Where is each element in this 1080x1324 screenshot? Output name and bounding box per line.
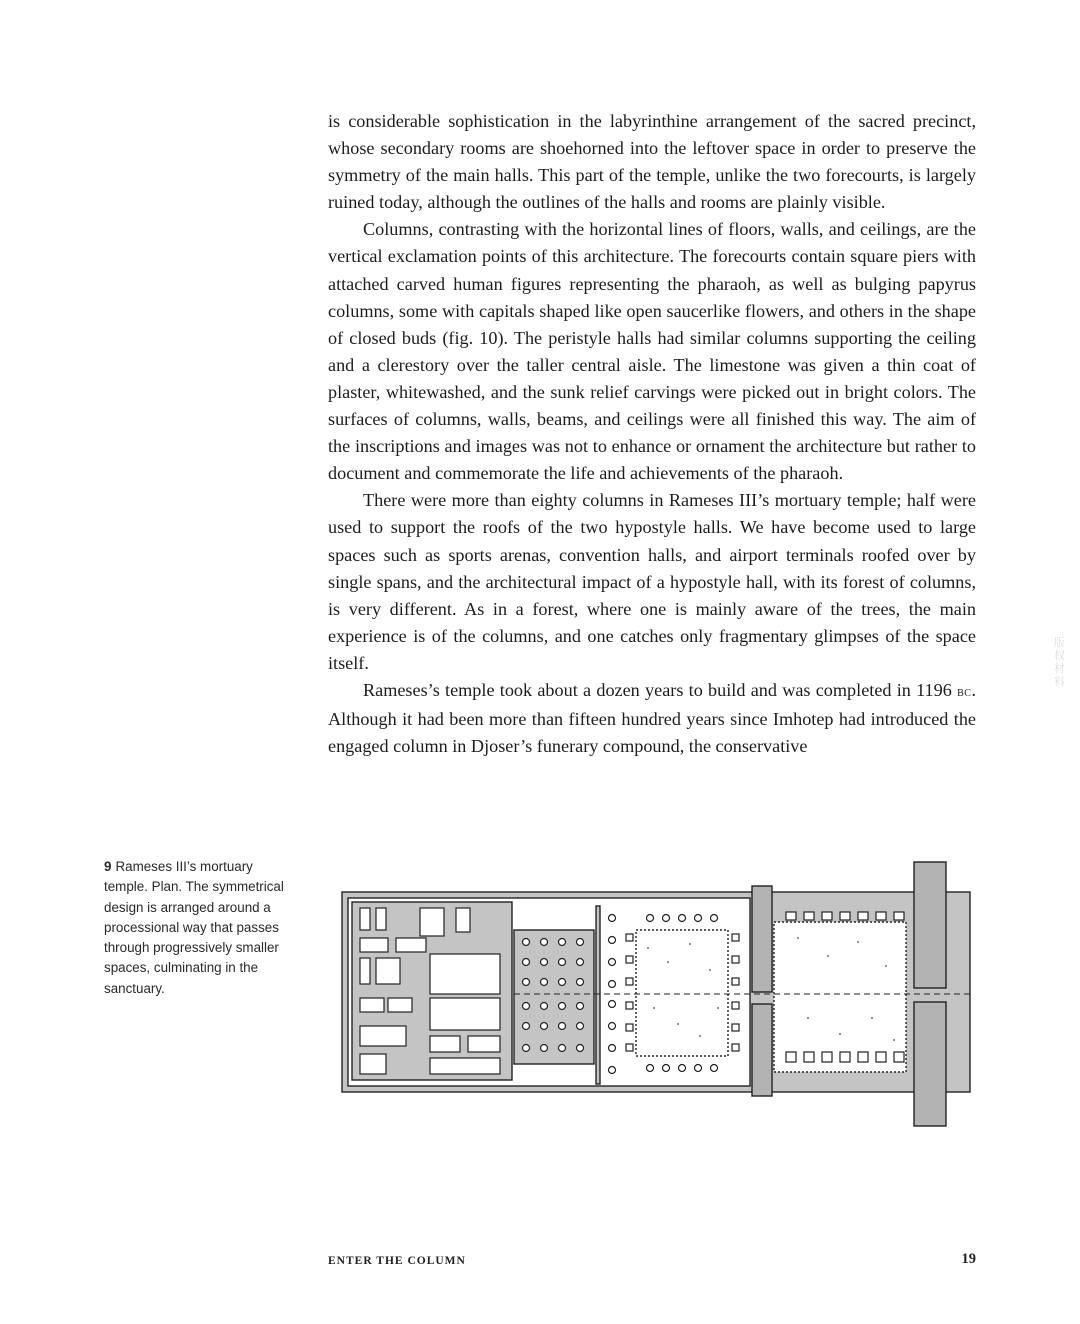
era-abbreviation: bc (957, 683, 972, 700)
paragraph-1: is considerable sophistication in the labyrinthine arrangement of the sacred precinct, whose secondary rooms are shoehorned into the leftover space in order to preserve the symmetry of the main halls. This part of the temple, unlike the two forecourts, is largely ruined today, although the outlines of the halls and rooms are plainly visible. (328, 111, 976, 213)
temple-plan-figure (338, 858, 978, 1130)
body-text (328, 108, 976, 760)
plan-second-pylon-south (752, 1004, 772, 1096)
figure-number: 9 (104, 859, 112, 874)
plan-second-forecourt (636, 930, 728, 1056)
figure-caption-text: Rameses III’s mortuary temple. Plan. The symmetrical design is arranged around a processional way that passes through progressively smaller spaces, culminating in the sanctuary. (104, 859, 284, 996)
paragraph-4 (328, 677, 976, 760)
paragraph-4-end: . Although it had been more than fifteen hundred years since Imhotep had introduced the engaged column in Djoser’s funerary compound, the conservative (328, 679, 976, 757)
paragraph-2: Columns, contrasting with the horizontal lines of floors, walls, and ceilings, are the vertical exclamation points of this architecture. The forecourts contain square piers with attached carved human figures representing the pharaoh, as well as bulging papyrus columns, some with capitals shaped like open saucerlike flowers, and others in the shape of closed buds (fig. 10). The peristyle halls had similar columns supporting the ceiling and a clerestory over the taller central aisle. The limestone was given a thin coat of plaster, whitewashed, and the sunk relief carvings were picked out in bright colors. The surfaces of columns, walls, beams, and ceilings were all finished this way. The aim of the inscriptions and images was not to enhance or ornament the architecture but rather to document and commemorate the life and achievements of the pharaoh. (328, 219, 976, 484)
plan-hypostyle-hall-2 (596, 906, 600, 1084)
paragraph-3: There were more than eighty columns in Rameses III’s mortuary temple; half were used to support the roofs of the two hypostyle halls. We have become used to large spaces such as sports arenas, convention halls, and airport terminals roofed over by single spans, and the architectural impact of a hypostyle hall, with its forest of columns, is very different. As in a forest, where one is mainly aware of the trees, the main experience is of the columns, and one catches only fragmentary glimpses of the space itself. (328, 490, 976, 673)
plan-first-forecourt (774, 922, 906, 1072)
paragraph-4-start: Rameses’s temple took about a dozen years to build and was completed in 1196 (363, 679, 958, 700)
temple-plan-drawing (338, 858, 978, 1130)
plan-first-pylon-south (914, 1002, 946, 1126)
page-number: 19 (961, 1251, 976, 1267)
running-head: ENTER THE COLUMN (328, 1255, 466, 1267)
watermark: 版权材料 (1054, 636, 1065, 688)
plan-second-pylon-north (752, 886, 772, 992)
figure-caption (104, 857, 300, 999)
plan-first-pylon-north (914, 862, 946, 988)
